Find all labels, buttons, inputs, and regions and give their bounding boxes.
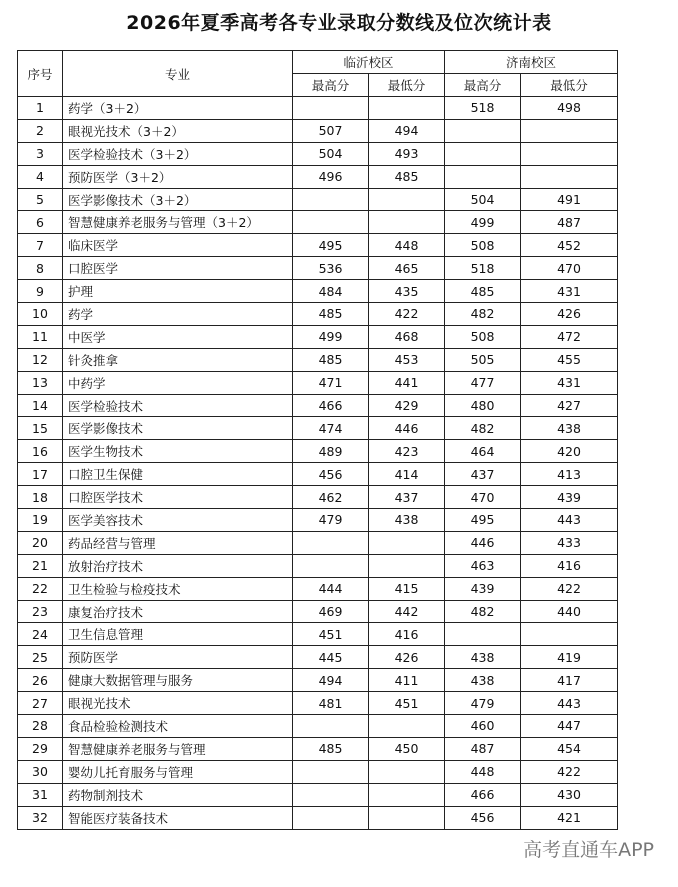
cell-jinan-min: 422 <box>521 577 618 600</box>
cell-no: 10 <box>18 303 63 326</box>
cell-linyi-max: 499 <box>293 325 369 348</box>
cell-jinan-max: 495 <box>445 509 521 532</box>
cell-no: 20 <box>18 531 63 554</box>
cell-jinan-max: 482 <box>445 417 521 440</box>
cell-jinan-max: 446 <box>445 531 521 554</box>
cell-jinan-max <box>445 119 521 142</box>
cell-no: 23 <box>18 600 63 623</box>
header-campus-linyi: 临沂校区 <box>293 51 445 74</box>
cell-jinan-min: 439 <box>521 486 618 509</box>
cell-linyi-max: 504 <box>293 142 369 165</box>
cell-no: 9 <box>18 280 63 303</box>
cell-linyi-min <box>369 554 445 577</box>
cell-linyi-min <box>369 211 445 234</box>
cell-major: 眼视光技术 <box>63 692 293 715</box>
cell-linyi-max: 484 <box>293 280 369 303</box>
cell-major: 医学检验技术（3＋2） <box>63 142 293 165</box>
table-row <box>18 303 618 326</box>
cell-no: 21 <box>18 554 63 577</box>
cell-linyi-min <box>369 97 445 120</box>
watermark: 高考直通车APP <box>523 839 654 861</box>
cell-no: 25 <box>18 646 63 669</box>
cell-major: 健康大数据管理与服务 <box>63 669 293 692</box>
cell-linyi-max: 481 <box>293 692 369 715</box>
cell-major: 药物制剂技术 <box>63 783 293 806</box>
cell-linyi-max <box>293 188 369 211</box>
cell-linyi-min: 451 <box>369 692 445 715</box>
cell-major: 卫生信息管理 <box>63 623 293 646</box>
cell-no: 22 <box>18 577 63 600</box>
cell-linyi-min: 442 <box>369 600 445 623</box>
table-row <box>18 486 618 509</box>
cell-major: 中医学 <box>63 325 293 348</box>
cell-jinan-max: 448 <box>445 760 521 783</box>
cell-jinan-min: 454 <box>521 737 618 760</box>
table-row <box>18 417 618 440</box>
cell-major: 药品经营与管理 <box>63 531 293 554</box>
cell-no: 12 <box>18 348 63 371</box>
cell-linyi-max <box>293 783 369 806</box>
cell-jinan-max: 482 <box>445 600 521 623</box>
table-row <box>18 165 618 188</box>
cell-linyi-max: 474 <box>293 417 369 440</box>
cell-linyi-max: 451 <box>293 623 369 646</box>
cell-linyi-max: 469 <box>293 600 369 623</box>
cell-linyi-max: 479 <box>293 509 369 532</box>
cell-jinan-min: 430 <box>521 783 618 806</box>
table-row <box>18 600 618 623</box>
cell-linyi-max <box>293 97 369 120</box>
cell-jinan-max: 463 <box>445 554 521 577</box>
cell-no: 19 <box>18 509 63 532</box>
table-row <box>18 783 618 806</box>
cell-linyi-max: 445 <box>293 646 369 669</box>
cell-no: 6 <box>18 211 63 234</box>
cell-no: 26 <box>18 669 63 692</box>
cell-no: 14 <box>18 394 63 417</box>
cell-jinan-max <box>445 142 521 165</box>
header-linyi-max: 最高分 <box>293 74 369 97</box>
cell-jinan-min <box>521 142 618 165</box>
cell-linyi-max: 496 <box>293 165 369 188</box>
table-body <box>18 97 618 830</box>
table-row <box>18 280 618 303</box>
cell-linyi-min: 448 <box>369 234 445 257</box>
cell-linyi-min: 438 <box>369 509 445 532</box>
cell-jinan-max: 504 <box>445 188 521 211</box>
cell-linyi-max: 456 <box>293 463 369 486</box>
table-row <box>18 554 618 577</box>
cell-jinan-min: 440 <box>521 600 618 623</box>
cell-jinan-min: 427 <box>521 394 618 417</box>
cell-no: 18 <box>18 486 63 509</box>
score-table <box>17 50 618 830</box>
table-row <box>18 97 618 120</box>
cell-jinan-min: 447 <box>521 715 618 738</box>
cell-linyi-min <box>369 715 445 738</box>
cell-jinan-max: 499 <box>445 211 521 234</box>
cell-linyi-max: 536 <box>293 257 369 280</box>
cell-linyi-max: 485 <box>293 303 369 326</box>
cell-linyi-min: 423 <box>369 440 445 463</box>
cell-major: 医学检验技术 <box>63 394 293 417</box>
cell-major: 智慧健康养老服务与管理 <box>63 737 293 760</box>
cell-major: 卫生检验与检疫技术 <box>63 577 293 600</box>
table-row <box>18 577 618 600</box>
cell-linyi-min: 468 <box>369 325 445 348</box>
cell-no: 7 <box>18 234 63 257</box>
cell-linyi-min: 415 <box>369 577 445 600</box>
cell-major: 食品检验检测技术 <box>63 715 293 738</box>
cell-linyi-min: 429 <box>369 394 445 417</box>
header-linyi-min: 最低分 <box>369 74 445 97</box>
table-row <box>18 715 618 738</box>
cell-linyi-max: 507 <box>293 119 369 142</box>
cell-major: 预防医学 <box>63 646 293 669</box>
cell-linyi-max: 485 <box>293 737 369 760</box>
cell-jinan-max: 466 <box>445 783 521 806</box>
header-no: 序号 <box>18 51 63 97</box>
cell-linyi-min <box>369 760 445 783</box>
cell-jinan-min: 426 <box>521 303 618 326</box>
table-row <box>18 325 618 348</box>
cell-major: 预防医学（3＋2） <box>63 165 293 188</box>
cell-linyi-max <box>293 715 369 738</box>
cell-major: 智能医疗装备技术 <box>63 806 293 829</box>
cell-jinan-min: 413 <box>521 463 618 486</box>
cell-jinan-max: 482 <box>445 303 521 326</box>
cell-jinan-min: 431 <box>521 280 618 303</box>
cell-linyi-max: 494 <box>293 669 369 692</box>
cell-jinan-max <box>445 165 521 188</box>
cell-jinan-max: 464 <box>445 440 521 463</box>
cell-linyi-max <box>293 211 369 234</box>
cell-linyi-min: 465 <box>369 257 445 280</box>
cell-linyi-min: 437 <box>369 486 445 509</box>
cell-linyi-max: 471 <box>293 371 369 394</box>
cell-jinan-min: 491 <box>521 188 618 211</box>
header-jinan-max: 最高分 <box>445 74 521 97</box>
cell-linyi-min <box>369 806 445 829</box>
cell-jinan-min: 498 <box>521 97 618 120</box>
cell-linyi-min: 493 <box>369 142 445 165</box>
cell-linyi-min: 422 <box>369 303 445 326</box>
cell-linyi-min: 450 <box>369 737 445 760</box>
cell-jinan-min: 421 <box>521 806 618 829</box>
cell-jinan-min: 433 <box>521 531 618 554</box>
table-row <box>18 257 618 280</box>
cell-linyi-min: 426 <box>369 646 445 669</box>
cell-no: 15 <box>18 417 63 440</box>
cell-no: 32 <box>18 806 63 829</box>
cell-linyi-max <box>293 554 369 577</box>
cell-jinan-min: 431 <box>521 371 618 394</box>
cell-no: 1 <box>18 97 63 120</box>
cell-jinan-min: 419 <box>521 646 618 669</box>
cell-major: 中药学 <box>63 371 293 394</box>
cell-jinan-max: 456 <box>445 806 521 829</box>
cell-jinan-max: 508 <box>445 325 521 348</box>
cell-jinan-max: 477 <box>445 371 521 394</box>
cell-linyi-max: 489 <box>293 440 369 463</box>
cell-jinan-max: 480 <box>445 394 521 417</box>
page-title: 2026年夏季高考各专业录取分数线及位次统计表 <box>126 12 552 34</box>
cell-major: 医学影像技术 <box>63 417 293 440</box>
cell-no: 29 <box>18 737 63 760</box>
cell-linyi-min: 446 <box>369 417 445 440</box>
cell-no: 31 <box>18 783 63 806</box>
cell-jinan-max: 505 <box>445 348 521 371</box>
cell-no: 27 <box>18 692 63 715</box>
cell-no: 16 <box>18 440 63 463</box>
cell-major: 口腔卫生保健 <box>63 463 293 486</box>
cell-linyi-max: 466 <box>293 394 369 417</box>
cell-jinan-max: 439 <box>445 577 521 600</box>
cell-jinan-max: 437 <box>445 463 521 486</box>
cell-linyi-min <box>369 531 445 554</box>
cell-jinan-max: 438 <box>445 669 521 692</box>
table-row <box>18 394 618 417</box>
table-header <box>18 51 618 97</box>
cell-no: 3 <box>18 142 63 165</box>
cell-major: 眼视光技术（3＋2） <box>63 119 293 142</box>
cell-jinan-min <box>521 119 618 142</box>
cell-linyi-min: 414 <box>369 463 445 486</box>
cell-linyi-min: 494 <box>369 119 445 142</box>
cell-linyi-min: 453 <box>369 348 445 371</box>
table-row <box>18 646 618 669</box>
cell-no: 4 <box>18 165 63 188</box>
cell-no: 13 <box>18 371 63 394</box>
cell-linyi-max: 495 <box>293 234 369 257</box>
cell-major: 婴幼儿托育服务与管理 <box>63 760 293 783</box>
cell-jinan-max: 508 <box>445 234 521 257</box>
cell-linyi-max: 462 <box>293 486 369 509</box>
cell-no: 24 <box>18 623 63 646</box>
cell-jinan-min: 452 <box>521 234 618 257</box>
table-row <box>18 737 618 760</box>
cell-jinan-max: 438 <box>445 646 521 669</box>
cell-major: 护理 <box>63 280 293 303</box>
cell-linyi-min <box>369 188 445 211</box>
cell-no: 5 <box>18 188 63 211</box>
cell-linyi-max <box>293 760 369 783</box>
cell-jinan-max: 485 <box>445 280 521 303</box>
cell-linyi-min <box>369 783 445 806</box>
table-row <box>18 806 618 829</box>
table-row <box>18 371 618 394</box>
table-row <box>18 669 618 692</box>
cell-no: 17 <box>18 463 63 486</box>
table-row <box>18 692 618 715</box>
cell-jinan-min: 420 <box>521 440 618 463</box>
cell-linyi-min: 435 <box>369 280 445 303</box>
cell-jinan-min <box>521 165 618 188</box>
header-major: 专业 <box>63 51 293 97</box>
cell-no: 11 <box>18 325 63 348</box>
table-row <box>18 188 618 211</box>
cell-major: 临床医学 <box>63 234 293 257</box>
cell-major: 口腔医学技术 <box>63 486 293 509</box>
cell-major: 康复治疗技术 <box>63 600 293 623</box>
cell-jinan-min: 472 <box>521 325 618 348</box>
cell-linyi-min: 441 <box>369 371 445 394</box>
cell-jinan-min: 417 <box>521 669 618 692</box>
cell-major: 智慧健康养老服务与管理（3＋2） <box>63 211 293 234</box>
cell-jinan-min: 443 <box>521 692 618 715</box>
cell-jinan-max: 460 <box>445 715 521 738</box>
cell-no: 28 <box>18 715 63 738</box>
table-row <box>18 463 618 486</box>
cell-major: 医学影像技术（3＋2） <box>63 188 293 211</box>
cell-major: 医学美容技术 <box>63 509 293 532</box>
cell-jinan-max: 470 <box>445 486 521 509</box>
table-row <box>18 348 618 371</box>
table-row <box>18 119 618 142</box>
table-row <box>18 234 618 257</box>
cell-linyi-max <box>293 806 369 829</box>
cell-jinan-min: 438 <box>521 417 618 440</box>
cell-major: 口腔医学 <box>63 257 293 280</box>
cell-major: 药学（3＋2） <box>63 97 293 120</box>
table-row <box>18 211 618 234</box>
cell-linyi-min: 485 <box>369 165 445 188</box>
cell-linyi-max <box>293 531 369 554</box>
cell-major: 药学 <box>63 303 293 326</box>
header-jinan-min: 最低分 <box>521 74 618 97</box>
cell-jinan-min: 455 <box>521 348 618 371</box>
cell-jinan-min: 470 <box>521 257 618 280</box>
cell-major: 放射治疗技术 <box>63 554 293 577</box>
cell-jinan-max: 518 <box>445 97 521 120</box>
cell-linyi-min: 416 <box>369 623 445 646</box>
cell-no: 2 <box>18 119 63 142</box>
table-row <box>18 142 618 165</box>
cell-jinan-min: 416 <box>521 554 618 577</box>
table-row <box>18 623 618 646</box>
header-campus-jinan: 济南校区 <box>445 51 618 74</box>
table-row <box>18 760 618 783</box>
cell-major: 针灸推拿 <box>63 348 293 371</box>
cell-jinan-min: 422 <box>521 760 618 783</box>
table-row <box>18 509 618 532</box>
cell-major: 医学生物技术 <box>63 440 293 463</box>
cell-linyi-max: 444 <box>293 577 369 600</box>
table-row <box>18 440 618 463</box>
cell-no: 30 <box>18 760 63 783</box>
cell-jinan-min: 487 <box>521 211 618 234</box>
cell-jinan-max: 479 <box>445 692 521 715</box>
cell-no: 8 <box>18 257 63 280</box>
cell-jinan-min: 443 <box>521 509 618 532</box>
table-row <box>18 531 618 554</box>
cell-jinan-max <box>445 623 521 646</box>
cell-linyi-min: 411 <box>369 669 445 692</box>
cell-jinan-min <box>521 623 618 646</box>
cell-jinan-max: 487 <box>445 737 521 760</box>
cell-jinan-max: 518 <box>445 257 521 280</box>
cell-linyi-max: 485 <box>293 348 369 371</box>
